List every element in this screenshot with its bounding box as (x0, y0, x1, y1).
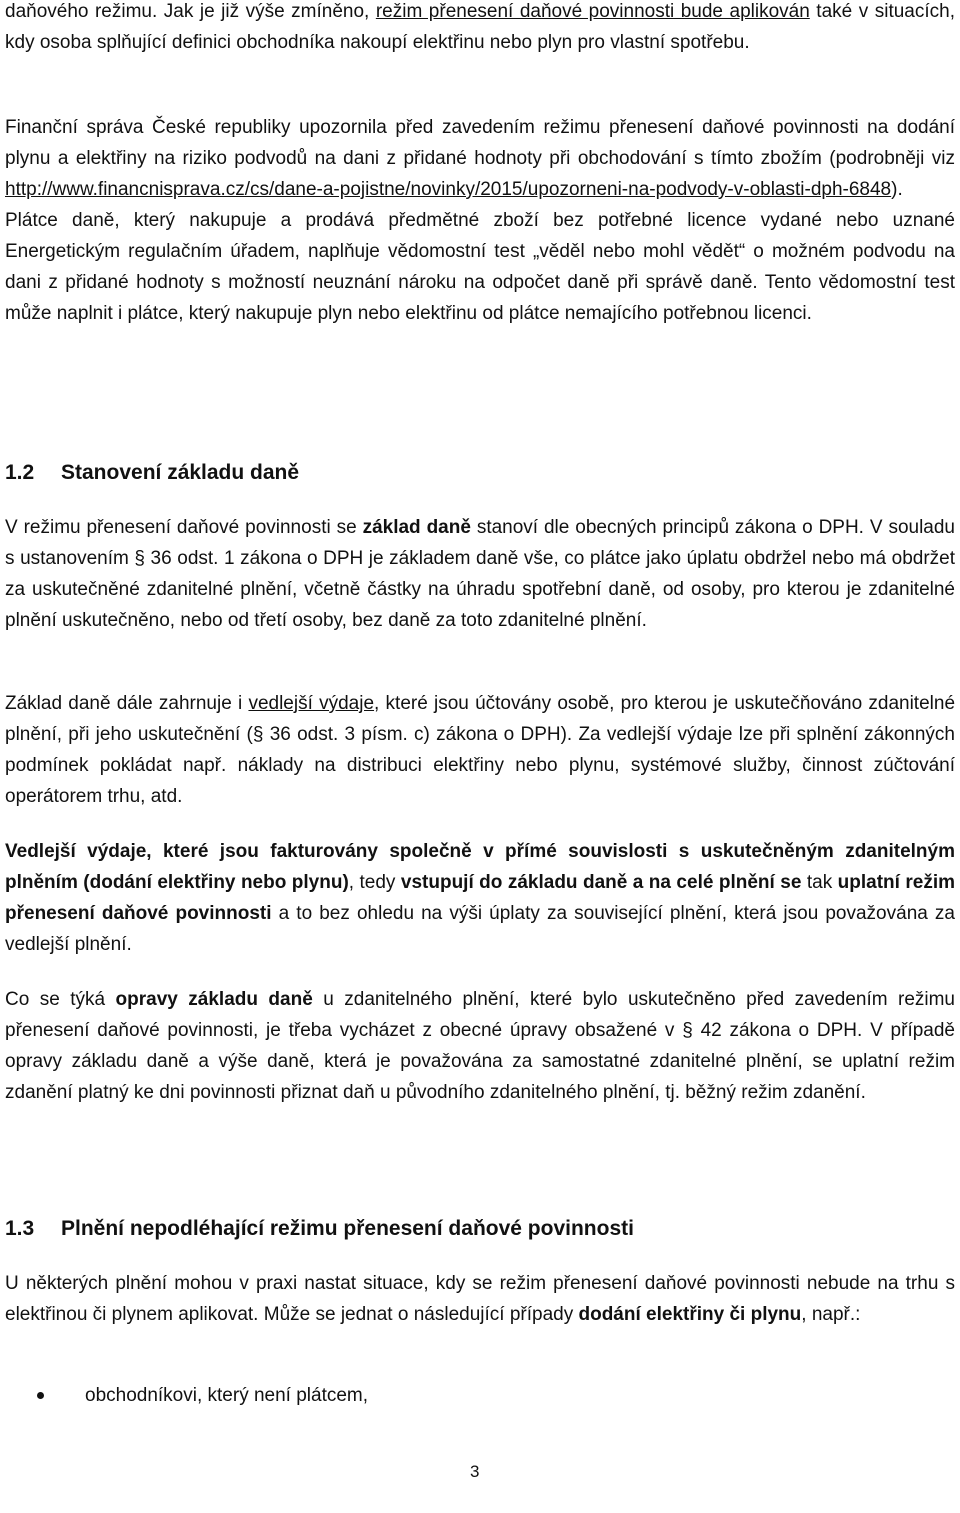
text-run: tak (801, 872, 838, 893)
bullet-list (5, 1380, 955, 1411)
page-number: 3 (470, 1462, 480, 1481)
bold-text: Vedlejší výdaje, které jsou fakturovány společně v přímé souvislosti s uskutečněným zdanitelným plněním (dodání elektřiny nebo plynu) (5, 841, 955, 893)
text-run: stanoví dle obecných principů zákona o DPH. V souladu s ustanovením § 36 odst. 1 zákona o DPH je základem daně vše, co plátce jako úplatu obdržel nebo má obdržet za uskutečněné zdanitelné plnění, včetně částky na úhradu spotřební daně, od osoby, pro kterou je zdanitelné plnění uskutečněno, nebo od třetí osoby, bez daně za toto zdanitelné plnění. (5, 517, 955, 631)
bold-text: uplatní režim přenesení daňové povinnosti (5, 872, 956, 924)
paragraph-opravy-zakladu (5, 984, 955, 1108)
paragraph-financni-sprava (5, 112, 955, 329)
text-run: ). Plátce daně, který nakupuje a prodává předmětné zboží bez potřebné licence vydané nebo uznané Energetickým regulačním úřadem, naplňuje vědomostní test „věděl nebo mohl vědět“ o možném podvodu na dani z přidané hodnoty s možností neuznání nároku na odpočet daně při správě daně. Tento vědomostní test může naplnit i plátce, který nakupuje plyn nebo elektřinu od plátce nemajícího potřebnou licenci. (5, 179, 955, 324)
bold-text: dodání elektřiny či plynu (578, 1304, 802, 1325)
paragraph-fakturovane-vydaje (5, 836, 955, 960)
text-run: , tedy (348, 872, 401, 893)
section-number: 1.2 (5, 461, 35, 484)
underlined-text: vedlejší výdaje (248, 693, 375, 714)
text-run: Finanční správa České republiky upozornila před zavedením režimu přenesení daňové povinnosti na dodání plynu a elektřiny na riziko podvodů na dani z přidané hodnoty při obchodování s tímto zbožím (podrobněji viz (5, 117, 955, 169)
financnisprava-link[interactable]: http://www.financnisprava.cz/cs/dane-a-pojistne/novinky/2015/upozorneni-na-podvody-v-oblasti-dph-6848 (5, 179, 892, 200)
bold-text: základ daně (362, 517, 471, 538)
underlined-text: režim přenesení daňové povinnosti bude aplikován (375, 1, 810, 22)
section-title: Plnění nepodléhající režimu přenesení daňové povinnosti (61, 1217, 634, 1240)
paragraph-intro (5, 0, 955, 58)
text-run: , např.: (801, 1304, 861, 1325)
text-run: také v situacích, kdy osoba splňující definici obchodníka nakoupí elektřinu nebo plyn pro vlastní spotřebu. (5, 1, 955, 53)
text-run: Co se týká (5, 989, 116, 1010)
bold-text: vstupují do základu daně a na celé plnění se (400, 872, 802, 893)
text-run: Základ daně dále zahrnuje i (5, 693, 249, 714)
list-item (5, 1380, 955, 1411)
text-run: U některých plnění mohou v praxi nastat situace, kdy se režim přenesení daňové povinnosti nebude na trhu s elektřinou či plynem aplikovat. Může se jednat o následující případy (5, 1273, 955, 1325)
bold-text: opravy základu daně (115, 989, 313, 1010)
text-run: a to bez ohledu na výši úplaty za související plnění, která jsou považována za vedlejší plnění. (5, 903, 955, 955)
section-heading-1-3 (5, 1214, 634, 1244)
list-item-text: obchodníkovi, který není plátcem, (85, 1385, 369, 1406)
paragraph-vedlejsi-vydaje (5, 688, 955, 812)
bullet-icon (37, 1392, 44, 1399)
section-number: 1.3 (5, 1217, 35, 1240)
section-heading-1-2 (5, 458, 299, 488)
text-run: u zdanitelného plnění, které bylo uskutečněno před zavedením režimu přenesení daňové povinnosti, je třeba vycházet z obecné úpravy obsažené v § 42 zákona o DPH. V případě opravy základu daně a výše daně, která je považována za samostatné zdanitelné plnění, se uplatní režim zdanění platný ke dni povinnosti přiznat daň u původního zdanitelného plnění, tj. běžný režim zdanění. (5, 989, 956, 1103)
paragraph-zaklad-dane (5, 512, 955, 636)
text-run: daňového režimu. Jak je již výše zmíněno, (5, 1, 376, 22)
text-run: V režimu přenesení daňové povinnosti se (5, 517, 363, 538)
paragraph-plneni-nepodlehajici (5, 1268, 955, 1330)
section-title: Stanovení základu daně (61, 461, 300, 484)
text-run: , které jsou účtovány osobě, pro kterou je uskutečňováno zdanitelné plnění, při jeho uskutečnění (§ 36 odst. 3 písm. c) zákona o DPH). Za vedlejší výdaje lze při splnění zákonných podmínek pokládat např. náklady na distribuci elektřiny nebo plynu, systémové služby, činnost zúčtování operátorem trhu, atd. (5, 693, 956, 807)
